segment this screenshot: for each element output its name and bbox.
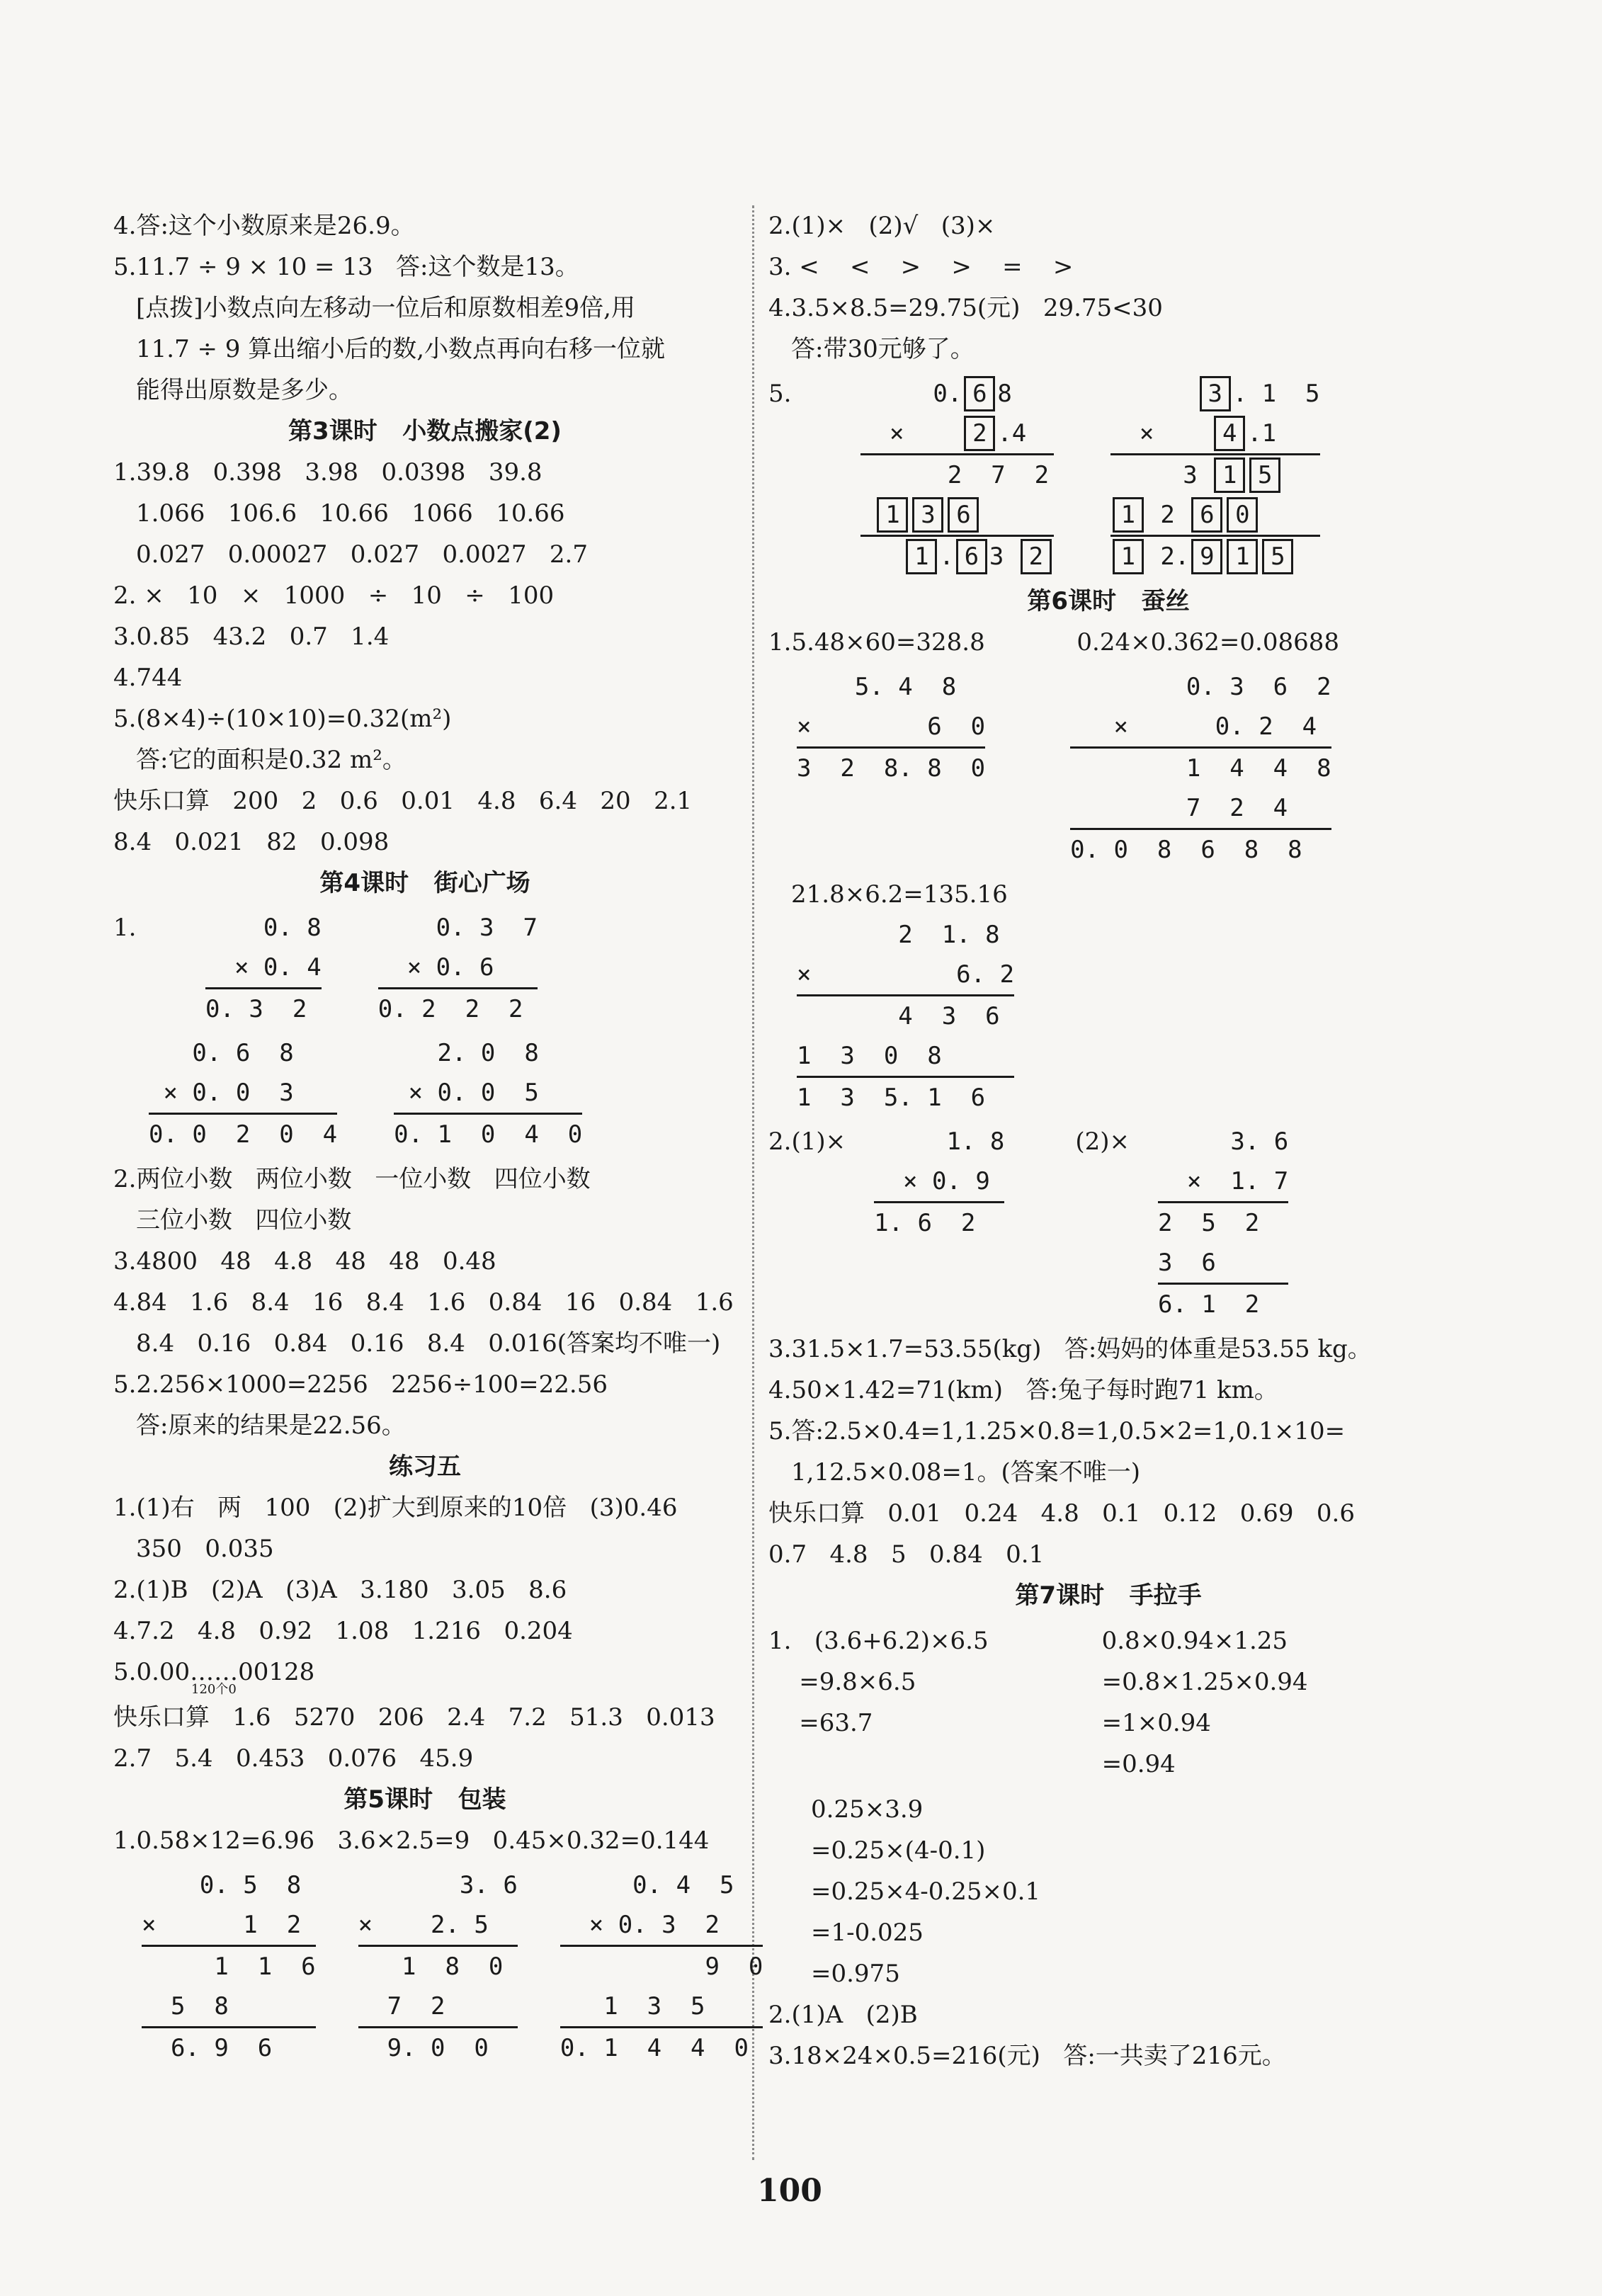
vertical-calc-row xyxy=(149,1033,737,1154)
answer-line: 3.31.5×1.7=53.55(kg) 答:妈妈的体重是53.55 kg。 xyxy=(768,1335,1372,1363)
answer-line: 2.(1)B (2)A (3)A 3.180 3.05 8.6 xyxy=(113,1576,567,1604)
step-line: =0.8×1.25×0.94 xyxy=(1101,1668,1308,1696)
vertical-calculation xyxy=(797,915,1014,1118)
calc-row: 9 0 xyxy=(559,1953,763,1981)
page-number: 100 xyxy=(757,2173,822,2209)
digit: 3 xyxy=(1183,461,1198,489)
brace-note: 120个0 xyxy=(191,1682,237,1697)
section-title-lesson-3: 第3课时 小数点搬家(2) xyxy=(288,417,562,445)
calc-row: × 0. 0 3 xyxy=(149,1073,337,1115)
calc-row: 2. 0 8 xyxy=(394,1039,539,1067)
answer-box: 6 xyxy=(956,539,987,574)
calc-row: 1 8 0 xyxy=(358,1953,504,1981)
simplification-steps xyxy=(811,1789,1448,1994)
calc-row: 1 1 6 xyxy=(142,1953,316,1981)
calc-row: 5 8 xyxy=(142,1987,316,2028)
vertical-calc-row xyxy=(797,667,1448,870)
calc-row: × 1 2 xyxy=(142,1905,316,1947)
times-sign: × xyxy=(1139,419,1154,448)
vertical-calculation xyxy=(1158,1122,1288,1324)
answer-box: 5 xyxy=(1249,458,1280,493)
hint-line: [点拨]小数点向左移动一位后和原数相差9倍,用 xyxy=(136,294,635,322)
step-line: =1-0.025 xyxy=(811,1919,924,1947)
answer-line: 1.0.58×12=6.96 3.6×2.5=9 0.45×0.32=0.144 xyxy=(113,1826,710,1855)
calc-row: 7 2 4 xyxy=(1070,788,1331,830)
section-title-lesson-6: 第6课时 蚕丝 xyxy=(1027,587,1190,615)
answer-box: 1 xyxy=(906,539,937,574)
calc-row: 1 3 0 8 xyxy=(797,1036,1014,1078)
calc-row: × 6. 2 xyxy=(797,955,1014,996)
mental-math-line: 快乐口算 1.6 5270 206 2.4 7.2 51.3 0.013 xyxy=(113,1703,715,1732)
vertical-calculation xyxy=(1070,667,1331,870)
hint-line: 能得出原数是多少。 xyxy=(136,376,353,404)
calc-result: 3 2 8. 8 0 xyxy=(797,754,986,783)
simplification-steps xyxy=(1102,1620,1308,1785)
answer-box: 6 xyxy=(948,497,979,533)
question-label: (2)× xyxy=(1075,1127,1130,1156)
step-line: 1. (3.6+6.2)×6.5 xyxy=(768,1627,989,1655)
digit-row: 2 7 2 xyxy=(947,461,1050,489)
calc-row: 0. 5 8 xyxy=(142,1871,302,1899)
answer-line: 1.5.48×60=328.8 0.24×0.362=0.08688 xyxy=(768,628,1340,657)
question-label: 2.(1)× xyxy=(768,1127,846,1156)
answer-box: 2 xyxy=(964,416,995,451)
step-line: =9.8×6.5 xyxy=(768,1668,916,1696)
calc-row: 0. 3 7 xyxy=(377,914,538,942)
mental-math-line: 快乐口算 0.01 0.24 4.8 0.1 0.12 0.69 0.6 xyxy=(768,1499,1355,1528)
digit: 2. xyxy=(1160,542,1190,571)
calc-row: 7 2 xyxy=(358,1987,518,2028)
answer-box: 1 xyxy=(1214,458,1245,493)
answer-line: 1,12.5×0.08=1。(答案不唯一) xyxy=(791,1458,1140,1487)
left-column xyxy=(113,205,763,2072)
hint-line: 11.7 ÷ 9 算出缩小后的数,小数点再向右移一位就 xyxy=(136,335,666,363)
calc-row: × 0. 2 4 xyxy=(1070,707,1331,749)
calc-result: 6. 9 6 xyxy=(142,2034,273,2062)
answer-box: 9 xyxy=(1191,539,1222,574)
question-number: 1. xyxy=(113,914,137,942)
vertical-calc-row xyxy=(768,1122,1448,1324)
calc-row: × 2. 5 xyxy=(358,1905,518,1947)
calc-result: 0. 2 2 2 xyxy=(377,995,523,1023)
answer-box: 1 xyxy=(1113,539,1144,574)
answer-line: 4.50×1.42=71(km) 答:兔子每时跑71 km。 xyxy=(768,1376,1278,1404)
calc-row: × 6 0 xyxy=(797,707,985,749)
digit: 3 xyxy=(989,542,1004,571)
section-title-lesson-5: 第5课时 包装 xyxy=(343,1785,506,1814)
calc-row: × 0. 9 xyxy=(874,1161,1004,1203)
answer-box: 3 xyxy=(1200,376,1231,411)
times-sign: × xyxy=(889,419,904,448)
digit: 0. xyxy=(933,380,962,408)
calc-row: 5. 4 8 xyxy=(797,673,957,701)
answer-line: 5.(8×4)÷(10×10)=0.32(m²) xyxy=(113,705,452,733)
answer-line: 4.3.5×8.5=29.75(元) 29.75<30 xyxy=(768,294,1163,322)
section-title-lesson-7: 第7课时 手拉手 xyxy=(1015,1581,1202,1610)
mental-math-line: 2.7 5.4 0.453 0.076 45.9 xyxy=(113,1744,474,1773)
answer-line: 5.答:2.5×0.4=1,1.25×0.8=1,0.5×2=1,0.1×10= xyxy=(768,1417,1346,1445)
vertical-calculation xyxy=(394,1033,582,1154)
answer-box: 1 xyxy=(1227,539,1258,574)
answer-box: 3 xyxy=(912,497,943,533)
calc-result: 6. 1 2 xyxy=(1157,1290,1260,1319)
answer-line: 21.8×6.2=135.16 xyxy=(791,880,1008,909)
answer-line: 3. < < > > = > xyxy=(768,253,1074,281)
answer-line: 1.39.8 0.398 3.98 0.0398 39.8 xyxy=(113,458,542,487)
vertical-calculation xyxy=(797,667,985,870)
answer-box: 1 xyxy=(877,497,908,533)
answer-line: 答:原来的结果是22.56。 xyxy=(136,1411,406,1440)
calc-result: 0. 0 2 0 4 xyxy=(149,1120,338,1149)
answer-line: 4.84 1.6 8.4 16 8.4 1.6 0.84 16 0.84 1.6 xyxy=(113,1288,734,1317)
vertical-calculation xyxy=(378,908,538,1029)
vertical-calculation xyxy=(560,1865,763,2068)
digit: . xyxy=(939,542,954,571)
vertical-calculation xyxy=(149,1033,337,1154)
calc-row: 0. 4 5 xyxy=(559,1871,734,1899)
mental-math-line: 8.4 0.021 82 0.098 xyxy=(113,828,390,856)
calc-row: 3. 6 xyxy=(1157,1127,1289,1156)
boxed-vertical-calculation xyxy=(1110,374,1320,576)
answer-line: 3.0.85 43.2 0.7 1.4 xyxy=(113,623,390,651)
calc-result: 0. 1 4 4 0 xyxy=(559,2034,749,2062)
step-line: 0.8×0.94×1.25 xyxy=(1101,1627,1288,1655)
answer-line: 0.027 0.00027 0.027 0.0027 2.7 xyxy=(136,540,588,569)
mental-math-line: 0.7 4.8 5 0.84 0.1 xyxy=(768,1540,1045,1569)
section-title-exercise-5: 练习五 xyxy=(389,1453,461,1481)
calc-row: × 0. 3 2 xyxy=(560,1905,763,1947)
digit: 2 xyxy=(1160,501,1175,529)
answer-line: 3.4800 48 4.8 48 48 0.48 xyxy=(113,1247,496,1275)
section-title-lesson-4: 第4课时 街心广场 xyxy=(319,869,530,897)
step-line: =0.25×4-0.25×0.1 xyxy=(811,1877,1041,1906)
step-line: =63.7 xyxy=(768,1709,873,1737)
answer-box: 0 xyxy=(1227,497,1258,533)
calc-row: 1 3 5 xyxy=(560,1987,763,2028)
step-line: 0.25×3.9 xyxy=(811,1795,924,1824)
step-line: =0.94 xyxy=(1101,1750,1176,1778)
vertical-calc-row xyxy=(142,1865,763,2068)
answer-line: 答:它的面积是0.32 m²。 xyxy=(136,746,407,774)
calc-result: 1 3 5. 1 6 xyxy=(797,1084,986,1112)
answer-line: 5.11.7 ÷ 9 × 10 = 13 答:这个数是13。 xyxy=(113,253,579,281)
calc-result: 0. 3 2 xyxy=(205,995,307,1023)
step-line: =1×0.94 xyxy=(1101,1709,1211,1737)
simplification-row xyxy=(768,1620,1448,1785)
calc-row: 3. 6 xyxy=(358,1871,518,1899)
digit: . 1 5 xyxy=(1232,380,1320,408)
answer-line: 4.744 xyxy=(113,664,183,692)
answer-line: 1.(1)右 两 100 (2)扩大到原来的10倍 (3)0.46 xyxy=(113,1494,678,1522)
mental-math-line: 快乐口算 200 2 0.6 0.01 4.8 6.4 20 2.1 xyxy=(113,787,693,815)
right-column xyxy=(768,205,1448,2076)
answer-line: 5.2.256×1000=2256 2256÷100=22.56 xyxy=(113,1370,608,1399)
calc-row: 2 5 2 xyxy=(1157,1209,1260,1237)
answer-line: 1.066 106.6 10.66 1066 10.66 xyxy=(136,499,565,528)
calc-row: 2 1. 8 xyxy=(797,921,1000,949)
vertical-calculation xyxy=(205,908,322,1029)
answer-line: 2.(1)A (2)B xyxy=(768,2001,918,2029)
calc-row: 1 4 4 8 xyxy=(1070,754,1331,783)
answer-line: 答:带30元够了。 xyxy=(791,335,975,363)
answer-line: 5.0.00……00128 xyxy=(113,1658,315,1686)
answer-line: 三位小数 四位小数 xyxy=(136,1206,352,1234)
answer-line: 3.18×24×0.5=216(元) 答:一共卖了216元。 xyxy=(768,2042,1286,2070)
calc-row: × 0. 6 xyxy=(378,948,538,989)
calc-row: × 0. 4 xyxy=(205,948,322,989)
question-number: 5. xyxy=(768,380,792,408)
calc-result: 0. 0 8 6 8 8 xyxy=(1070,836,1302,864)
answer-box: 5 xyxy=(1262,539,1293,574)
digit: 8 xyxy=(997,380,1012,408)
calc-result: 9. 0 0 xyxy=(358,2034,489,2062)
digit: .4 xyxy=(997,419,1027,448)
calc-row: 3 6 xyxy=(1158,1243,1288,1285)
calc-row: 4 3 6 xyxy=(797,1002,1000,1030)
answer-box: 1 xyxy=(1113,497,1144,533)
vertical-calculation xyxy=(874,1122,1004,1324)
calc-result: 1. 6 2 xyxy=(874,1209,976,1237)
boxed-calc-row xyxy=(768,374,1448,576)
step-line: =0.975 xyxy=(811,1960,900,1988)
answer-line: 2.(1)× (2)√ (3)× xyxy=(768,212,996,240)
answer-box: 6 xyxy=(1191,497,1222,533)
answer-line: 4.7.2 4.8 0.92 1.08 1.216 0.204 xyxy=(113,1617,573,1645)
answer-box: 4 xyxy=(1214,416,1245,451)
answer-line: 2.两位小数 两位小数 一位小数 四位小数 xyxy=(113,1165,591,1193)
answer-box: 6 xyxy=(964,376,995,411)
simplification-steps xyxy=(768,1620,989,1785)
answer-line: 2. × 10 × 1000 ÷ 10 ÷ 100 xyxy=(113,581,555,610)
answer-line: 8.4 0.16 0.84 0.16 8.4 0.016(答案均不唯一) xyxy=(136,1329,721,1358)
calc-row: 0. 6 8 xyxy=(149,1039,294,1067)
answer-line: 4.答:这个小数原来是26.9。 xyxy=(113,212,415,240)
calc-row: 1. 8 xyxy=(874,1127,1005,1156)
calc-row: × 0. 0 5 xyxy=(394,1073,582,1115)
calc-row: × 1. 7 xyxy=(1158,1161,1288,1203)
vertical-calculation xyxy=(142,1865,316,2068)
step-line: =0.25×(4-0.1) xyxy=(811,1836,986,1865)
calc-row: 0. 8 xyxy=(205,914,322,942)
calc-result: 0. 1 0 4 0 xyxy=(394,1120,583,1149)
vertical-calc-row xyxy=(113,908,737,1029)
vertical-calculation xyxy=(358,1865,518,2068)
answer-line: 350 0.035 xyxy=(136,1535,274,1563)
digit: .1 xyxy=(1247,419,1277,448)
answer-box: 2 xyxy=(1021,539,1052,574)
boxed-vertical-calculation xyxy=(860,374,1054,576)
calc-row: 0. 3 6 2 xyxy=(1070,673,1331,701)
